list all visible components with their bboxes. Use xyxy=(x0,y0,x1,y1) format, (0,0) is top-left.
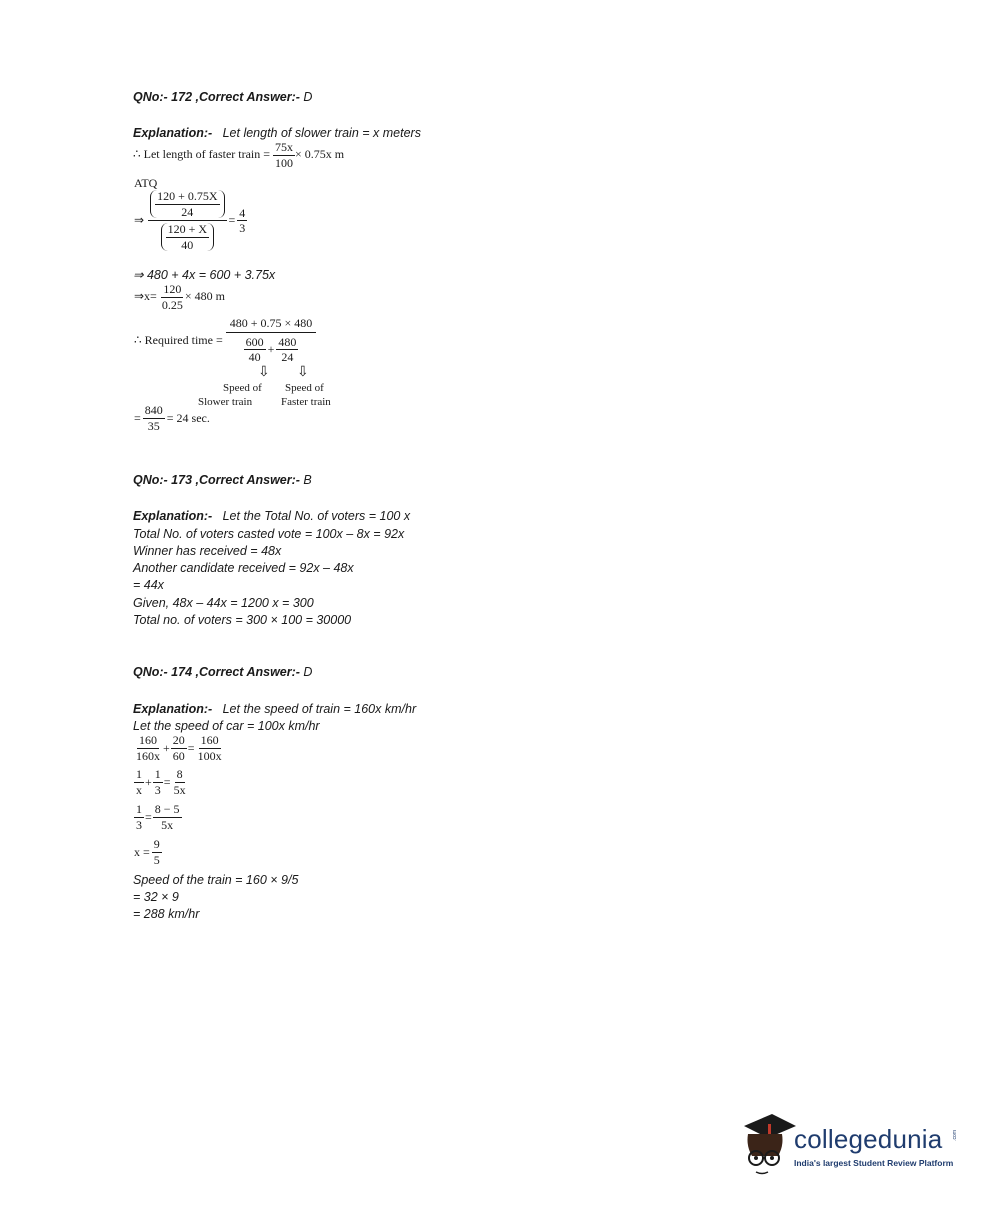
q174-line: Let the speed of car = 100x km/hr xyxy=(133,719,320,733)
speed-slow-label-1: Speed of xyxy=(223,382,262,394)
q174-line: = 288 km/hr xyxy=(133,907,200,921)
q172-atq: ATQ xyxy=(134,176,158,190)
q174-answer: D xyxy=(303,665,313,679)
logo-tagline: India's largest Student Review Platform xyxy=(794,1158,954,1168)
q174-explanation: Explanation:- Let the speed of train = 160x km/hr xyxy=(133,702,417,716)
q172-faster-train-line: ∴ Let length of faster train = $\frac{75x}{100}$ × 0.75x m xyxy=(133,140,345,170)
q174-header: QNo:- 174 ,Correct Answer:- D xyxy=(133,665,313,679)
logo-com: .com xyxy=(952,1130,958,1141)
q172-final: = $\frac{840}{35}$ = 24 sec. xyxy=(134,403,210,433)
q173-line: Total no. of voters = 300 × 100 = 30000 xyxy=(133,613,352,627)
speed-fast-label-1: Speed of xyxy=(285,382,324,394)
arrow-down-icon: ⇩ xyxy=(297,365,309,380)
logo-wordmark: collegedunia xyxy=(794,1124,943,1154)
q174-eq4: x = $\frac{9}{5}$ xyxy=(134,837,160,867)
q173-header: QNo:- 173 ,Correct Answer:- B xyxy=(133,473,312,487)
q174-eq2: $\frac{1}{x}$ + $\frac{1}{3}$ = $\frac{8}{5x}$ xyxy=(136,767,186,797)
q172-answer: D xyxy=(303,90,313,104)
q173-explanation: Explanation:- Let the Total No. of voters = 100 x xyxy=(133,509,411,523)
q172-required-time: ∴ Required time = 480 + 0.75 × 480 $\frac{600}{40}$ + $\frac{480}{24}$ xyxy=(134,317,316,364)
q172-ratio-equation: ⇒ $\frac{\frac{120 + 0.75X}{24}}{\frac{120 + X}{40}}$ = $\frac{4}{3}$ xyxy=(134,189,246,252)
q174-eq1: $\frac{160}{160x}$ + $\frac{20}{60}$ = $\frac{160}{100x}$ xyxy=(136,733,222,763)
arrow-down-icon: ⇩ xyxy=(258,365,270,380)
q172-header: QNo:- 172 ,Correct Answer:- D xyxy=(133,90,313,104)
speed-slow-label-2: Slower train xyxy=(198,396,253,408)
q173-line: Total No. of voters casted vote = 100x – 8x = 92x xyxy=(133,527,405,541)
q174-line: Speed of the train = 160 × 9/5 xyxy=(133,873,299,887)
q173-answer: B xyxy=(303,473,312,487)
q174-line: = 32 × 9 xyxy=(133,890,179,904)
q174-eq3: $\frac{1}{3}$ = $\frac{8 - 5}{5x}$ xyxy=(136,802,180,832)
q172-step3: ⇒x= $\frac{120}{0.25}$ × 480 m xyxy=(134,282,225,312)
q173-line: Winner has received = 48x xyxy=(133,544,282,558)
fraction: $\frac{75x}{100}$ xyxy=(275,140,294,170)
q173-line: Another candidate received = 92x – 48x xyxy=(133,561,354,575)
q173-line: Given, 48x – 44x = 1200 x = 300 xyxy=(133,596,314,610)
q173-line: = 44x xyxy=(133,578,164,592)
collegedunia-logo xyxy=(738,1110,963,1180)
q172-step2: ⇒ 480 + 4x = 600 + 3.75x xyxy=(133,268,276,282)
mascot-icon xyxy=(738,1110,798,1176)
q172-explanation: Explanation:- Let length of slower train = x meters xyxy=(133,126,421,140)
big-fraction: $\frac{\frac{120 + 0.75X}{24}}{\frac{120 + X}{40}}$ xyxy=(148,190,226,251)
speed-fast-label-2: Faster train xyxy=(281,396,331,408)
